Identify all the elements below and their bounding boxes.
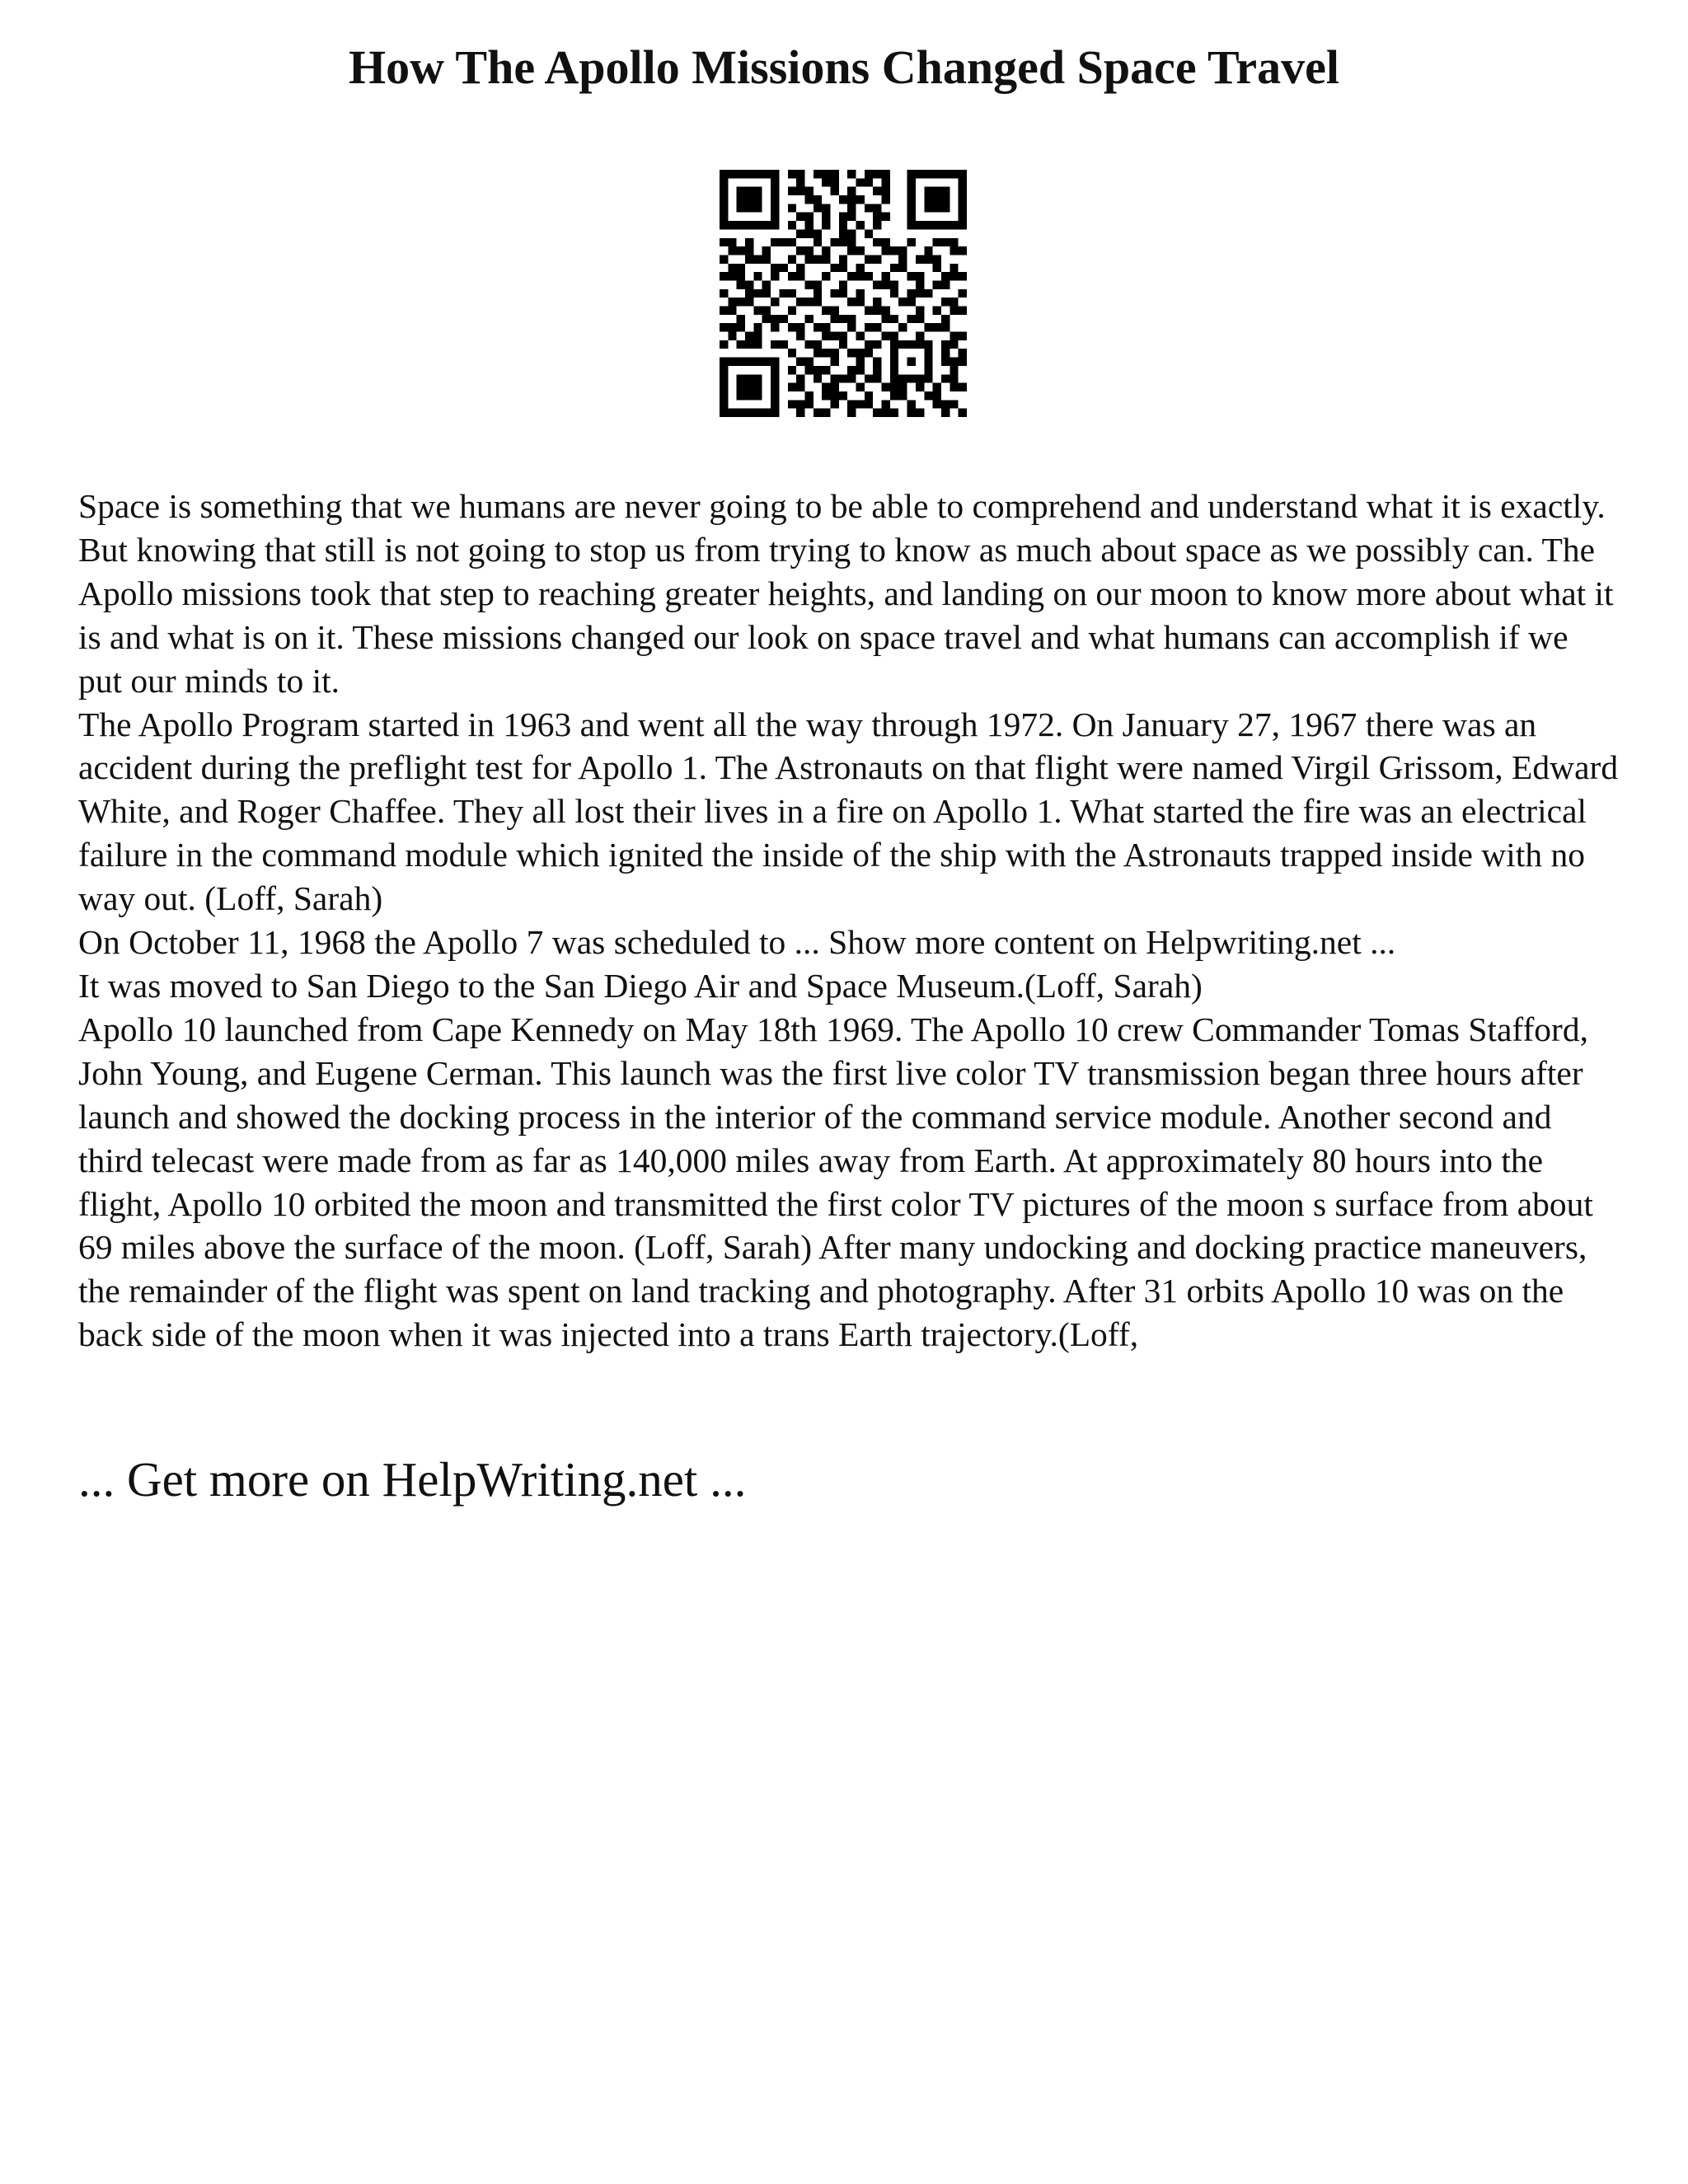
document-title: How The Apollo Missions Changed Space Travel xyxy=(348,40,1340,94)
paragraph-museum: It was moved to San Diego to the San Diego Air and Space Museum.(Loff, Sarah) xyxy=(78,966,1203,1005)
article-body xyxy=(78,485,1620,1357)
paragraph-apollo-program: The Apollo Program started in 1963 and went all the way through 1972. On January 27, 1967 there was an accident during the preflight test for Apollo 1. The Astronauts on that flight were named Virgil Grissom, Edward White, and Roger Chaffee. They all lost their lives in a fire on Apollo 1. What started the fire was an electrical failure in the command module which ignited the inside of the ship with the Astronauts trapped inside with no way out. (Loff, Sarah) xyxy=(78,705,1619,918)
paragraph-apollo-7: On October 11, 1968 the Apollo 7 was scheduled to ... Show more content on Helpwriting.net ... xyxy=(78,923,1396,962)
qr-code-icon xyxy=(720,170,967,417)
get-more-link[interactable]: ... Get more on HelpWriting.net ... xyxy=(78,1452,747,1507)
paragraph-apollo-10: Apollo 10 launched from Cape Kennedy on May 18th 1969. The Apollo 10 crew Commander Tomas Stafford, John Young, and Eugene Cerman. This launch was the first live color TV transmission began three hours after launch and showed the docking process in the interior of the command service module. Another second and third telecast were made from as far as 140,000 miles away from Earth. At approximately 80 hours into the flight, Apollo 10 orbited the moon and transmitted the first color TV pictures of the moon s surface from about 69 miles above the surface of the moon. (Loff, Sarah) After many undocking and docking practice maneuvers, the remainder of the flight was spent on land tracking and photography. After 31 orbits Apollo 10 was on the back side of the moon when it was injected into a trans Earth trajectory.(Loff, xyxy=(78,1010,1593,1354)
paragraph-intro: Space is something that we humans are never going to be able to comprehend and understand what it is exactly. But knowing that still is not going to stop us from trying to know as much about space as we possibly can. The Apollo missions took that step to reaching greater heights, and landing on our moon to know more about what it is and what is on it. These missions changed our look on space travel and what humans can accomplish if we put our minds to it. xyxy=(78,487,1614,700)
